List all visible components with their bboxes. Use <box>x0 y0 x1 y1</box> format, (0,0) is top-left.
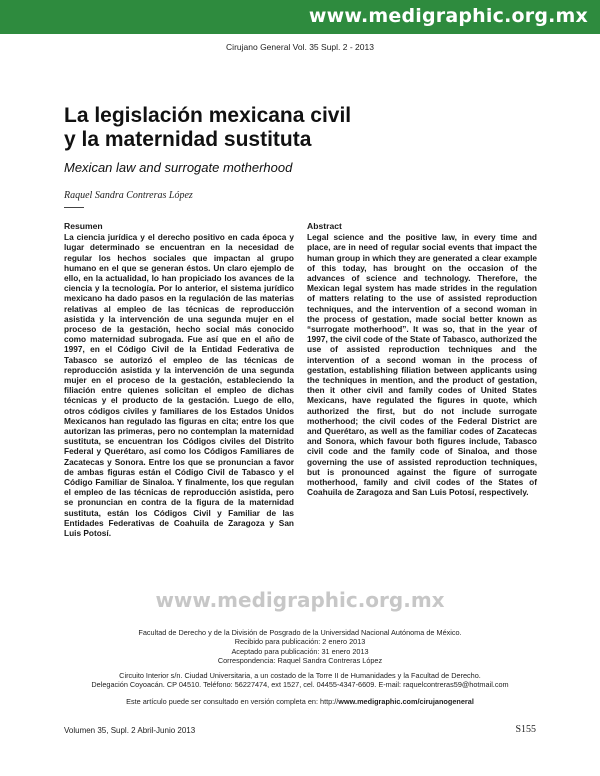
address-line-1: Circuito Interior s/n. Ciudad Universitaria, a un costado de la Torre II de Humanidades y la Facultad de Derecho. <box>119 671 481 681</box>
address-line-2: Delegación Coyoacán. CP 04510. Teléfono: 56227474, ext 1527, cel. 04455-4347-6609. E-mail: raquelcontreras59@hotmail.com <box>91 680 509 690</box>
correspondence: Correspondencia: Raquel Sandra Contreras López <box>217 655 383 665</box>
online-prefix: Este artículo puede ser consultado en versión completa en: http:// <box>126 697 339 706</box>
resumen-section <box>64 221 294 538</box>
journal-citation: Cirujano General Vol. 35 Supl. 2 - 2013 <box>226 42 374 52</box>
page-number: S155 <box>515 724 536 735</box>
author-name: Raquel Sandra Contreras López <box>64 190 193 201</box>
article-subtitle: Mexican law and surrogate motherhood <box>64 160 293 175</box>
header-banner <box>0 0 600 34</box>
footer-volume: Volumen 35, Supl. 2 Abril-Junio 2013 <box>64 726 196 735</box>
received-date: Recibido para publicación: 2 enero 2013 <box>234 637 366 647</box>
online-link[interactable]: www.medigraphic.com/cirujanogeneral <box>338 697 474 706</box>
accepted-date: Aceptado para publicación: 31 enero 2013 <box>231 646 369 656</box>
abstract-heading: Abstract <box>307 221 342 231</box>
banner-url-link[interactable]: www.medigraphic.org.mx <box>308 5 588 27</box>
author-divider <box>64 207 84 208</box>
title-line-2: y la maternidad sustituta <box>64 128 312 151</box>
affiliation-institution: Facultad de Derecho y de la División de Posgrado de la Universidad Nacional Autónoma de México. <box>138 628 462 637</box>
affiliation-block <box>40 628 560 690</box>
title-line-1: La legislación mexicana civil <box>64 104 352 127</box>
article-title <box>64 104 544 152</box>
abstract-section <box>307 221 537 497</box>
resumen-body: La ciencia jurídica y el derecho positivo en cada época y lugar determinado se encuentran en la necesidad de regular los hechos sociales que impactan al grupo humano en el que se generan éstos. Un claro ejemplo de ello, en la actualidad, lo han propiciado los avances de la ciencia y la tecnología. Por lo anterior, el sistema jurídico mexicano ha dado pasos en la regulación de las materias relativas al empleo de las técnicas de reproducción asistida y la intervención de una segunda mujer en el proceso de la gestación, hecho social más conocido como maternidad subrogada. Fue así que en el año de 1997, en el Código Civil de la Entidad Federativa de Tabasco se autorizó el empleo de las técnicas de reproducción asistida y la intervención de una segunda mujer en el proceso de la gestación, estableciendo la filiación entre quienes solicitan el empleo de dichas técnicas y el producto de la gestación. Luego de ello, otros códigos civiles y familiares de los Estados Unidos Mexicanos han regulado las figuras en cita; entre los que autorizan las primeras, pero no contemplan la maternidad sustituta, se encuentran los Códigos civiles del Distrito Federal y Querétaro, así como los Códigos Familiares de Zacatecas y Sonora. Entre los que se pronuncian a favor de ambas figuras están el Código Civil de Tabasco y el Código Familiar de Sinaloa. Y finalmente, los que regulan el empleo de las técnicas de reproducción asistida, pero se pronuncian en contra de la figura de la maternidad sustituta, están los Códigos Civil y Familiar de las Entidades Federativas de Coahuila de Zaragoza y San Luis Potosí. <box>64 232 294 539</box>
resumen-heading: Resumen <box>64 221 103 231</box>
online-version-note <box>40 697 560 706</box>
watermark-url: www.medigraphic.org.mx <box>155 588 445 612</box>
abstract-body: Legal science and the positive law, in every time and place, are in need of regular social events that impact the human group in which they are generated a clear example of this today, has brought on the occasion of the advances of science and technology. Therefore, the Mexican legal system has made strides in the regulation of matters relating to the use of assisted reproduction techniques, and the intervention of a second woman in the process of gestation, made social better known as “surrogate motherhood”. It was so, that in the year of 1997, the civil code of the State of Tabasco, authorized the use of assisted reproduction techniques and the intervention of a second woman in the process of gestation, establishing filiation between applicants using the techniques in mention, and the product of gestation, then it other civil and family codes of United States Mexicans, have regulated the figures in quote, which authorized the first, but do not include surrogate motherhood; the civil codes of the Federal District are and Querétaro, as well as the familiar codes of Zacatecas and Sonora, which favour both figures include, Tabasco civil code and the family code of Sinaloa, and those governing the use of assisted reproduction techniques, but is pronounced against the figure of surrogate motherhood, family and civil codes of the States of Coahuila de Zaragoza and San Luis Potosí, respectively. <box>307 232 537 498</box>
